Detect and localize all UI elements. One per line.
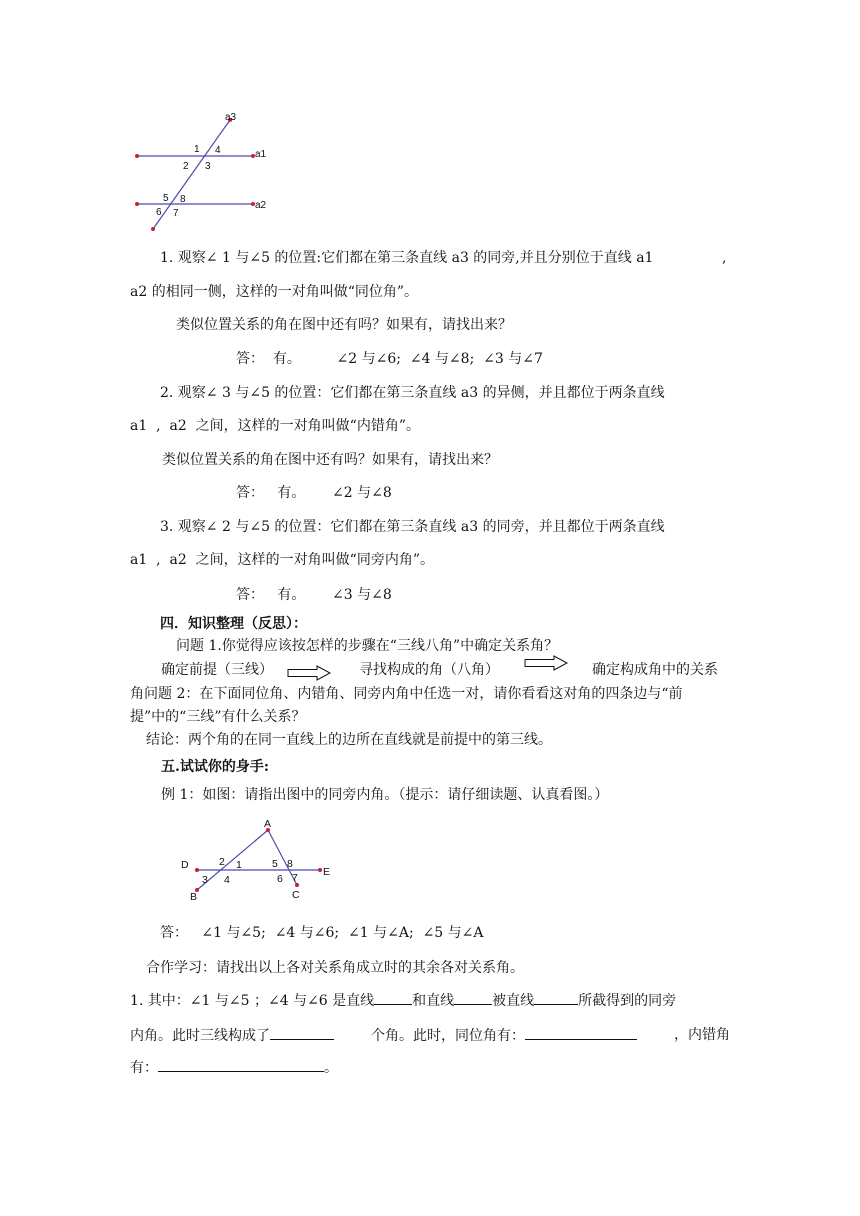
fill-question-line1 [130,990,676,1011]
observation-1-comma: , [722,250,727,266]
fill-question-text-b: 和直线 [412,993,455,1009]
fill-question-text-c: 被直线 [492,993,535,1009]
point-a3-bottom [151,227,155,231]
label-D: D [181,859,189,871]
problem-2-line2: 提”中的“三线”有什么关系？ [130,709,306,725]
answer-1: 答： 有。 ∠2 与∠6; ∠4 与∠8; ∠3 与∠7 [236,351,543,367]
blank-alternate-angles[interactable] [158,1057,324,1072]
example-answer: 答： ∠1 与∠5; ∠4 与∠6; ∠1 与∠A; ∠5 与∠A [160,925,484,941]
fill-question-line2-part2: 个角。此时，同位角有： [371,1025,637,1046]
label-a2: a2 [255,200,267,211]
fill-question-text-d: 所截得到的同旁 [578,993,677,1009]
point-d [195,868,199,872]
label-E: E [323,866,331,878]
label-A: A [264,818,272,830]
question-2: 类似位置关系的角在图中还有吗？如果有，请找出来？ [162,452,498,468]
fill-question-line3: 有： 。 [130,1057,338,1078]
example-1: 例 1：如图：请指出图中的同旁内角。（提示：请仔细读题、认真看图。） [161,787,609,803]
angle-label-2: 2 [219,856,225,868]
angle-label-3: 3 [205,161,211,172]
observation-3-line1: 3. 观察∠ 2 与∠5 的位置：它们都在第三条直线 a3 的同旁，并且都位于两条直线 [160,519,665,535]
angle-label-8: 8 [180,194,186,205]
angle-label-4: 4 [215,145,221,156]
angle-label-1: 1 [236,859,242,871]
line-a3 [153,120,230,229]
problem-1: 问题 1.你觉得应该按怎样的步骤在“三线八角”中确定关系角？ [176,638,559,654]
label-B: B [190,891,198,903]
angle-label-4: 4 [224,874,230,886]
arrow-icon-1 [287,665,331,681]
blank-line-1[interactable] [374,990,412,1005]
answer-2: 答： 有。 ∠2 与∠8 [236,485,392,501]
question-1: 类似位置关系的角在图中还有吗？如果有，请找出来？ [176,317,512,333]
blank-angle-count[interactable] [270,1025,334,1040]
angle-label-1: 1 [194,144,200,155]
point-e [318,868,322,872]
answer-3: 答： 有。 ∠3 与∠8 [236,587,392,603]
angle-label-7: 7 [173,208,179,219]
observation-2-line1: 2. 观察∠ 3 与∠5 的位置：它们都在第三条直线 a3 的异侧，并且都位于两条直线 [160,385,665,401]
section-5-heading: 五.试试你的身手: [161,759,270,775]
angle-label-3: 3 [202,874,208,886]
angle-label-2: 2 [183,161,189,172]
point-a1-left [135,154,139,158]
fill-question-line2-part1: 内角。此时三线构成了 [130,1025,334,1046]
blank-line-2[interactable] [454,990,492,1005]
angle-label-6: 6 [277,873,283,885]
cooperative-learning: 合作学习：请找出以上各对关系角成立时的其余各对关系角。 [146,960,524,976]
angle-label-8: 8 [287,858,293,870]
label-a1: a1 [255,149,267,160]
point-a2-left [135,202,139,206]
arrow-icon-2 [524,655,568,671]
observation-3-line2: a1 , a2 之间，这样的一对角叫做“同旁内角”。 [130,552,434,568]
angle-label-6: 6 [156,207,162,218]
problem-2-line1: 角问题 2：在下面同位角、内错角、同旁内角中任选一对，请你看看这对角的四条边与“前 [130,686,683,702]
step-2: 寻找构成的角（八角） [359,662,499,678]
section-4-heading: 四．知识整理（反思）： [160,616,307,632]
fill-question-line2-part3: ，内错角 [674,1027,730,1043]
observation-2-line2: a1 , a2 之间，这样的一对角叫做“内错角”。 [130,418,420,434]
angle-label-7: 7 [292,872,298,884]
observation-1-line1: 1. 观察∠ 1 与∠5 的位置:它们都在第三条直线 a3 的同旁,并且分别位于直线 a1 [160,250,654,266]
label-C: C [292,889,300,901]
blank-line-3[interactable] [534,990,578,1005]
conclusion: 结论：两个角的在同一直线上的边所在直线就是前提中的第三线。 [146,732,552,748]
angle-label-5: 5 [272,858,278,870]
angle-label-5: 5 [163,193,169,204]
fill-question-text-a: 1. 其中：∠1 与∠5 ；∠4 与∠6 是直线 [130,993,375,1009]
step-1: 确定前提（三线） [161,662,273,678]
figure-triangle [175,815,345,905]
figure-parallel-lines [125,108,275,238]
step-3: 确定构成角中的关系 [592,662,718,678]
label-a3: a3 [225,112,237,123]
observation-1-line2: a2 的相同一侧，这样的一对角叫做“同位角”。 [130,284,419,300]
blank-corresponding-angles[interactable] [525,1025,637,1040]
fill-question-line2 [130,1025,730,1046]
